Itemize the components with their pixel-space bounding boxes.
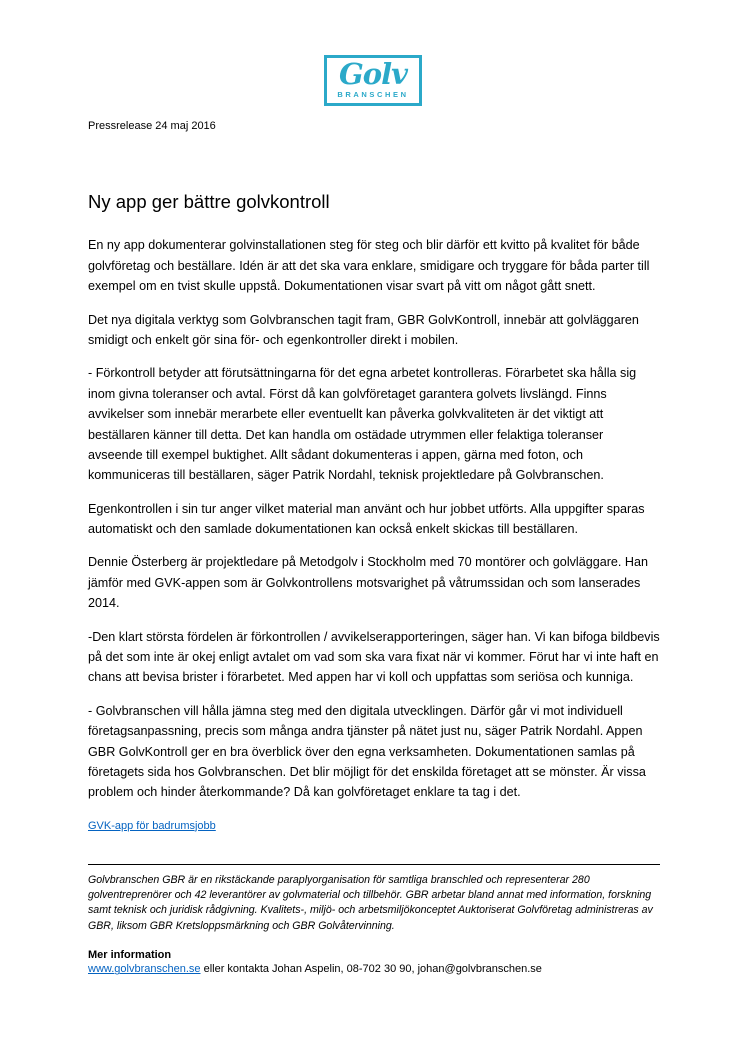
logo-container <box>0 55 746 106</box>
contact-details-text: eller kontakta Johan Aspelin, 08-702 30 90, johan@golvbranschen.se <box>200 963 542 976</box>
paragraph-dennie: Dennie Österberg är projektledare på Metodgolv i Stockholm med 70 montörer och golvläggare. Han jämför med GVK-appen som är Golvkontrollens motsvarighet på våtrumssidan och som lanserades 2014. <box>88 555 649 611</box>
website-link[interactable]: www.golvbranschen.se <box>88 963 201 976</box>
paragraph-fordelen-quote: -Den klart största fördelen är förkontrollen / avvikelserapporteringen, säger han. Vi kan bifoga bildbevis på det som inte är okej enligt avtalet om vad som ska vara fixat när vi kommer. Förut har vi inte haft en chans att bevisa brister i förarbetet. Med appen har vi koll och uppfattas som seriösa och kunniga. <box>88 629 660 685</box>
more-information-label: Mer information <box>88 949 172 962</box>
paragraph-egenkontroll: Egenkontrollen i sin tur anger vilket material man använt och hur jobbet utförts. Alla uppgifter sparas automatiskt och den samlade dokumentationen kan också enkelt skickas till beställaren. <box>88 501 645 537</box>
paragraph-intro: En ny app dokumenterar golvinstallationen steg för steg och blir därför ett kvitto på kvalitet för både golvföretag och beställare. Idén är att det ska vara enklare, smidigare och tryggare för båda parter till exempel om en tvist skulle uppstå. Dokumentationen visar svart på vitt om något gått snett. <box>88 238 650 294</box>
about-gbr-boilerplate: Golvbranschen GBR är en rikstäckande paraplyorganisation för samtliga branschled och representerar 280 golventreprenörer och 42 leverantörer av golvmaterial och tillbehör. GBR arbetar bland annat med information, forskning samt teknisk och juridisk rådgivning. Kvalitets-, miljö- och arbetsmiljökonceptet Auktoriserat Golvföretag administreras av GBR, liksom GBR Kretsloppsmärkning och GBR Golvåtervinning. <box>88 873 653 932</box>
article-title: Ny app ger bättre golvkontroll <box>88 191 330 213</box>
paragraph-tool: Det nya digitala verktyg som Golvbranschen tagit fram, GBR GolvKontroll, innebär att golvläggaren smidigt och enkelt gör sina för- och egenkontroller direkt i mobilen. <box>88 312 639 347</box>
footer-divider <box>88 864 660 865</box>
article-body <box>88 235 660 802</box>
contact-line <box>88 962 660 976</box>
golvbranschen-logo <box>324 55 422 106</box>
paragraph-digital-utveckling: - Golvbranschen vill hålla jämna steg med den digitala utvecklingen. Därför går vi mot individuell företagsanpassning, precis som många andra tjänster på nätet just nu, säger Patrik Nordahl. Appen GBR GolvKontroll ger en bra överblick över den egna verksamheten. Dokumentationen samlas på företagets sida hos Golvbranschen. Det blir möjligt för det enskilda företaget att se mönster. Är vissa problem och hinder återkommande? Då kan golvföretaget enklare ta tag i det. <box>88 703 646 800</box>
logo-subtitle: BRANSCHEN <box>337 90 409 100</box>
logo-wordmark: Golv <box>339 57 407 91</box>
paragraph-forkontroll-quote: - Förkontroll betyder att förutsättningarna för det egna arbetet kontrolleras. Förarbetet ska hålla sig inom givna toleranser och avtal. Först då kan golvföretaget garantera golvets livslängd. Finns avvikelser som innebär merarbete eller eventuellt kan påverka golvkvaliteten är det viktigt att beställaren känner till detta. Det kan handla om ostädade utrymmen eller felaktiga toleranser avseende till exempel buktighet. Allt sådant dokumenteras i appen, gärna med foton, och kommuniceras till beställaren, säger Patrik Nordahl, teknisk projektledare på Golvbranschen. <box>88 366 637 483</box>
pressrelease-date-line: Pressrelease 24 maj 2016 <box>88 120 216 132</box>
gvk-app-link[interactable]: GVK-app för badrumsjobb <box>88 819 216 832</box>
